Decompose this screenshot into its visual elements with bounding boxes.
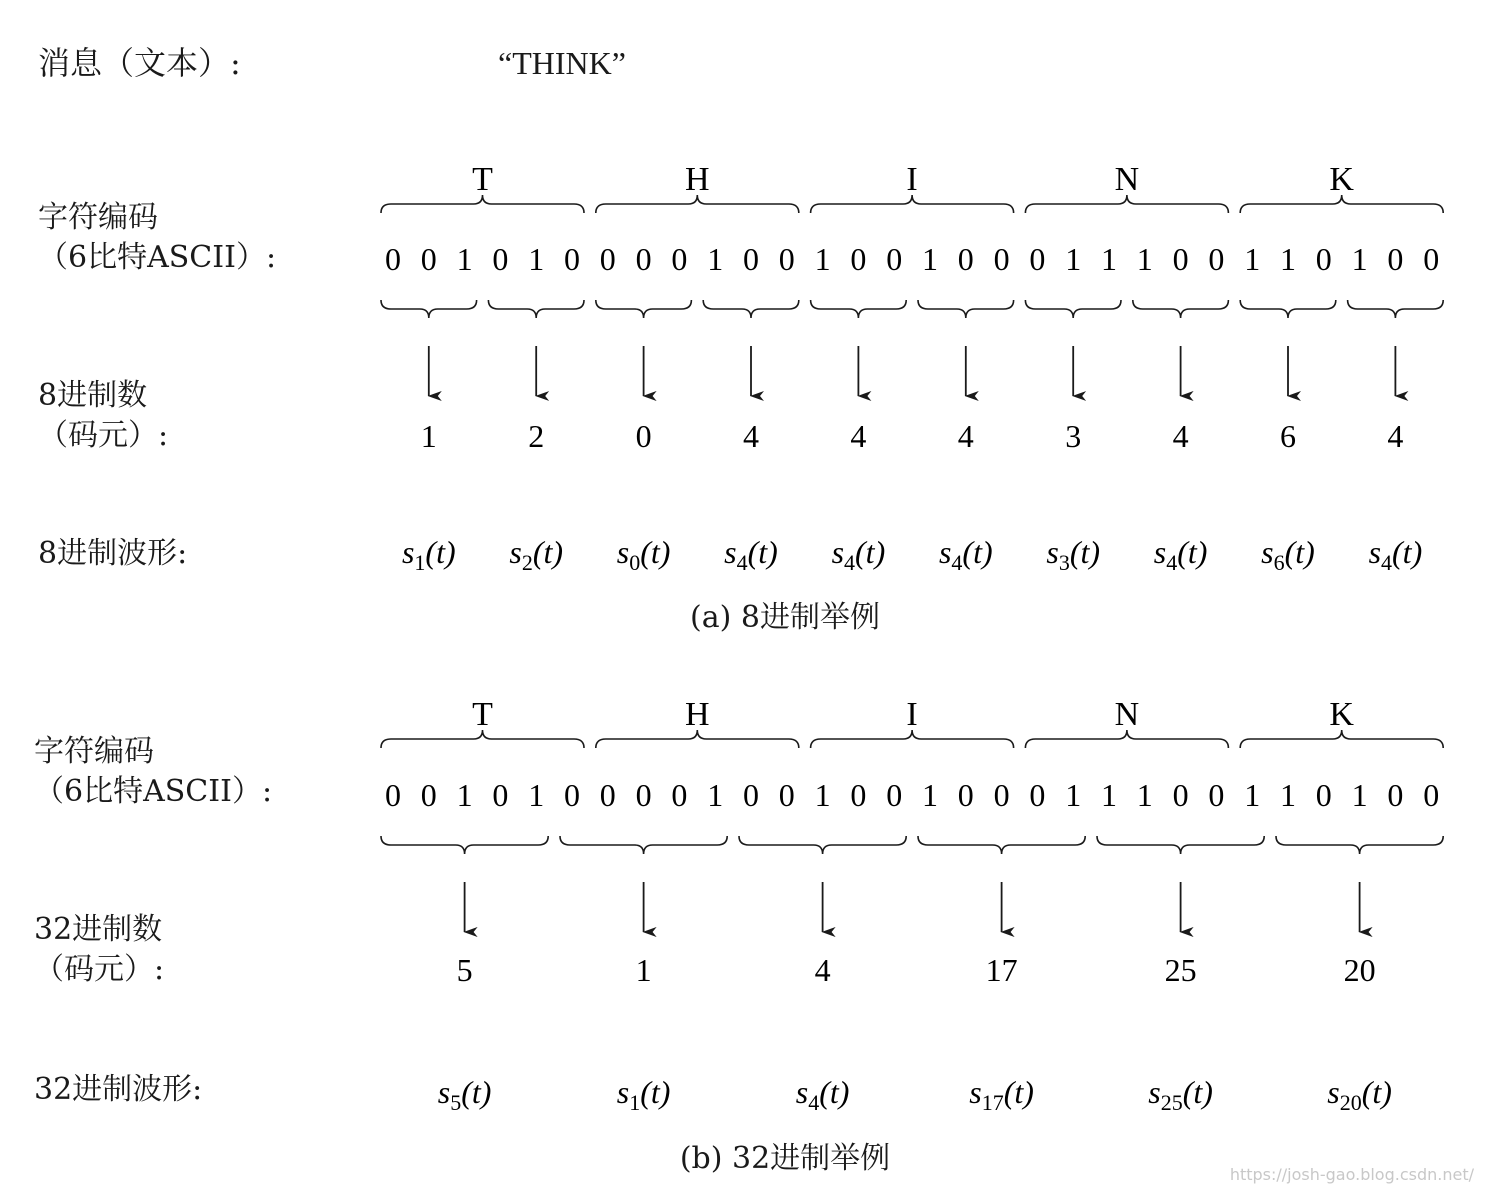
- bit-digit: 1: [1101, 777, 1117, 813]
- bit-digit: 0: [886, 241, 903, 277]
- symbol-group-brace: [1240, 300, 1336, 318]
- bit-digit: 0: [420, 241, 437, 277]
- char-group-brace: [811, 195, 1014, 213]
- bit-digit: 0: [1029, 241, 1046, 277]
- bit-digit: 0: [743, 241, 759, 277]
- symbol-group-brace: [488, 300, 584, 318]
- caption-b: (b) 32进制举例: [679, 1141, 891, 1176]
- bit-digit: 0: [1387, 777, 1404, 813]
- bit-digit: 0: [1387, 241, 1404, 277]
- code-symbol: 4: [1172, 418, 1189, 454]
- bit-digit: 0: [385, 241, 401, 277]
- code-symbol: 17: [985, 952, 1018, 988]
- char-group-brace: [1240, 730, 1443, 748]
- bit-digit: 0: [778, 241, 795, 277]
- char-letter: H: [685, 161, 710, 198]
- bit-digit: 0: [420, 777, 437, 813]
- char-group-brace: [811, 730, 1014, 748]
- bit-digit: 1: [1280, 241, 1296, 277]
- code-symbol: 2: [528, 418, 545, 454]
- bit-digit: 1: [1351, 241, 1368, 277]
- bit-digit: 0: [671, 241, 688, 277]
- char-letter: T: [472, 696, 493, 733]
- symbol-group-brace: [1276, 836, 1443, 854]
- bit-digit: 1: [1065, 777, 1082, 813]
- bit-digit: 1: [707, 241, 724, 277]
- char-letter: I: [906, 696, 918, 733]
- symbol-group-brace: [381, 836, 548, 854]
- bit-digit: 0: [599, 777, 616, 813]
- char-letter: K: [1329, 161, 1354, 198]
- waveform-label: $s_4(t)$: [724, 534, 778, 575]
- code-symbol: 0: [635, 418, 652, 454]
- bit-digit: 1: [1101, 241, 1117, 277]
- bit-digit: 1: [922, 777, 938, 813]
- code-symbol: 1: [420, 418, 437, 454]
- bit-digit: 0: [385, 777, 401, 813]
- bit-digit: 0: [993, 777, 1010, 813]
- message-label: 消息（文本）:: [38, 44, 241, 82]
- bit-digit: 0: [1315, 777, 1332, 813]
- symbol-group-brace: [918, 300, 1014, 318]
- symbol-group-brace: [1133, 300, 1229, 318]
- bit-digit: 0: [1172, 777, 1189, 813]
- symbol-group-brace: [1348, 300, 1444, 318]
- bit-digit: 1: [814, 241, 831, 277]
- symbol-group-brace: [381, 300, 477, 318]
- bit-digit: 1: [1136, 777, 1153, 813]
- waveform-label: $s_{20}(t)$: [1327, 1074, 1392, 1115]
- symbol-group-brace: [560, 836, 727, 854]
- bit-digit: 0: [492, 777, 509, 813]
- waveform-label: $s_3(t)$: [1046, 534, 1101, 575]
- bit-digit: 1: [922, 241, 938, 277]
- char-letter: T: [472, 161, 493, 198]
- bit-digit: 0: [564, 241, 580, 277]
- bit-digit: 0: [957, 241, 974, 277]
- waveform-label: $s_1(t)$: [616, 1074, 671, 1115]
- watermark: https://josh-gao.blog.csdn.net/: [1229, 1165, 1474, 1184]
- bit-digit: 0: [743, 777, 759, 813]
- bit-digit: 0: [1208, 777, 1225, 813]
- waveform-label: $s_5(t)$: [437, 1074, 492, 1115]
- bit-digit: 1: [528, 241, 545, 277]
- char-group-brace: [596, 730, 799, 748]
- code-symbol: 20: [1343, 952, 1376, 988]
- bit-digit: 1: [1280, 777, 1296, 813]
- bit-digit: 0: [1423, 241, 1440, 277]
- bit-digit: 0: [993, 241, 1010, 277]
- base32-digit-label: 32进制数 （码元）:: [34, 912, 165, 987]
- octal-digit-label: 8进制数 （码元）:: [38, 378, 169, 453]
- bit-digit: 1: [1351, 777, 1368, 813]
- symbol-group-brace: [739, 836, 906, 854]
- code-symbol: 4: [1387, 418, 1404, 454]
- waveform-label: $s_2(t)$: [509, 534, 564, 575]
- code-symbol: 4: [743, 418, 759, 454]
- waveform-label: $s_4(t)$: [1368, 534, 1423, 575]
- bit-digit: 0: [1172, 241, 1189, 277]
- symbol-group-brace: [596, 300, 692, 318]
- waveform-label: $s_4(t)$: [795, 1074, 850, 1115]
- bit-digit: 0: [957, 777, 974, 813]
- symbol-group-brace: [1025, 300, 1121, 318]
- code-symbol: 4: [850, 418, 867, 454]
- bit-digit: 0: [1208, 241, 1225, 277]
- code-symbol: 25: [1164, 952, 1197, 988]
- waveform-label: $s_{25}(t)$: [1148, 1074, 1213, 1115]
- symbol-group-brace: [703, 300, 799, 318]
- char-group-brace: [596, 195, 799, 213]
- waveform-label: $s_4(t)$: [938, 534, 993, 575]
- bit-digit: 0: [1029, 777, 1046, 813]
- base32-wave-label: 32进制波形:: [34, 1072, 203, 1107]
- char-group-brace: [1025, 730, 1228, 748]
- bit-digit: 0: [1315, 241, 1332, 277]
- symbol-group-brace: [918, 836, 1085, 854]
- caption-a: (a) 8进制举例: [690, 600, 880, 635]
- bit-digit: 0: [635, 241, 652, 277]
- bit-digit: 1: [528, 777, 545, 813]
- char-letter: H: [685, 696, 710, 733]
- bit-digit: 0: [850, 241, 867, 277]
- code-symbol: 4: [957, 418, 974, 454]
- char-group-brace: [1240, 195, 1443, 213]
- bit-digit: 1: [1136, 241, 1153, 277]
- char-group-brace: [381, 730, 584, 748]
- bit-digit: 0: [635, 777, 652, 813]
- symbol-group-brace: [811, 300, 907, 318]
- char-letter: N: [1114, 161, 1140, 198]
- code-symbol: 1: [635, 952, 652, 988]
- bit-digit: 0: [564, 777, 580, 813]
- bit-digit: 0: [671, 777, 688, 813]
- bit-digit: 1: [1244, 241, 1261, 277]
- bit-digit: 0: [850, 777, 867, 813]
- bit-digit: 1: [1244, 777, 1261, 813]
- bit-digit: 0: [1423, 777, 1440, 813]
- bit-digit: 0: [886, 777, 903, 813]
- bit-digit: 1: [456, 777, 473, 813]
- waveform-label: $s_1(t)$: [401, 534, 456, 575]
- waveform-label: $s_0(t)$: [616, 534, 671, 575]
- waveform-label: $s_{17}(t)$: [969, 1074, 1034, 1115]
- bit-digit: 0: [599, 241, 616, 277]
- bit-digit: 1: [1065, 241, 1082, 277]
- char-letter: K: [1329, 696, 1354, 733]
- char-group-brace: [1025, 195, 1228, 213]
- waveform-label: $s_4(t)$: [831, 534, 886, 575]
- char-code-label-b: 字符编码 （6比特ASCII）:: [34, 734, 273, 809]
- code-symbol: 3: [1065, 418, 1082, 454]
- bit-digit: 1: [707, 777, 724, 813]
- bit-digit: 0: [778, 777, 795, 813]
- message-text: “THINK”: [498, 45, 626, 81]
- symbol-group-brace: [1097, 836, 1264, 854]
- char-group-brace: [381, 195, 584, 213]
- char-letter: I: [906, 161, 918, 198]
- bit-digit: 1: [814, 777, 831, 813]
- char-letter: N: [1114, 696, 1140, 733]
- code-symbol: 5: [456, 952, 473, 988]
- char-code-label-a: 字符编码 （6比特ASCII）:: [38, 200, 277, 275]
- code-symbol: 6: [1280, 418, 1296, 454]
- bit-digit: 0: [492, 241, 509, 277]
- waveform-label: $s_6(t)$: [1261, 534, 1315, 575]
- code-symbol: 4: [814, 952, 831, 988]
- octal-wave-label: 8进制波形:: [38, 536, 188, 571]
- waveform-label: $s_4(t)$: [1153, 534, 1208, 575]
- bit-digit: 1: [456, 241, 473, 277]
